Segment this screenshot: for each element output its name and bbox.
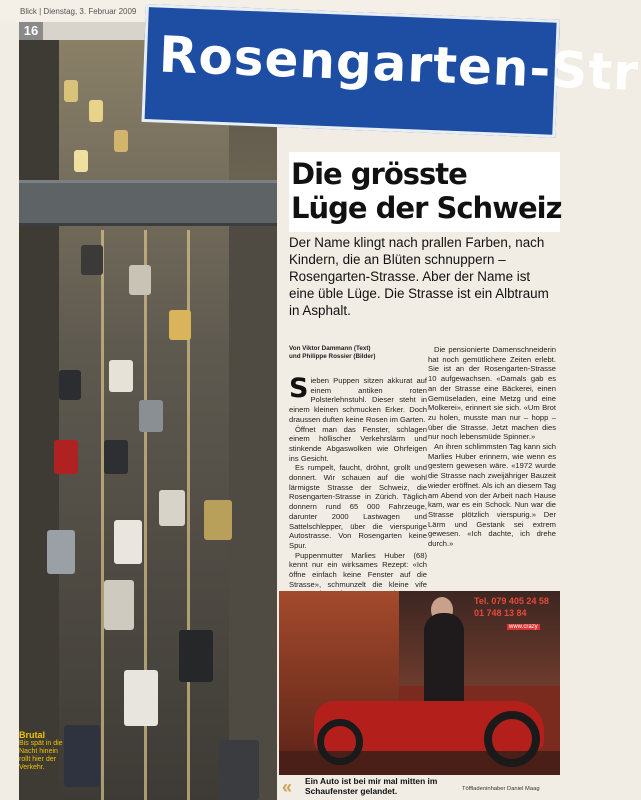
headline xyxy=(289,152,560,232)
car xyxy=(89,100,103,122)
car xyxy=(54,440,78,474)
headline-line-1: Die grösste xyxy=(291,157,467,191)
shop-website: www.crazy xyxy=(509,624,538,630)
phone-line-1: Tel. 079 405 24 58 xyxy=(474,596,549,606)
headline-line-2: Lüge der Schweiz xyxy=(291,191,562,225)
page-number: 16 xyxy=(19,22,43,40)
building-left xyxy=(19,40,59,800)
shop-photo xyxy=(279,591,560,775)
photo-caption-heading: Brutal xyxy=(19,730,46,740)
caption-credit: Töffladeninhaber Daniel Maag xyxy=(462,786,540,792)
byline-photos: und Philippe Rossier (Bilder) xyxy=(289,353,376,360)
building-right xyxy=(229,190,277,800)
paragraph: Es rumpelt, faucht, dröhnt, grollt und donnert. Wir schauen auf die wohl lärmigste Strasse der Schweiz, die Rosengarten-Strasse in Zürich. Täglich donnern rund 65 000 Fahrzeuge, darunter 2000 Lastwagen und Sattelschlepper, über die vierspurige Autostrasse. Von Rosengarten keine Spur. xyxy=(289,463,427,550)
byline-text: Von Viktor Dammann (Text) xyxy=(289,345,371,352)
car xyxy=(219,740,259,800)
paragraph xyxy=(289,373,427,425)
car xyxy=(114,520,142,564)
car xyxy=(64,80,78,102)
car xyxy=(169,310,191,340)
street-sign xyxy=(141,4,640,138)
shop-phone-sign xyxy=(474,595,560,625)
car xyxy=(114,130,128,152)
car xyxy=(179,630,213,682)
car xyxy=(104,580,134,630)
bridge xyxy=(19,180,277,226)
car xyxy=(159,490,185,526)
paragraph-text: ieben Puppen sitzen akkurat auf einem antiken roten Polsterlehnstuhl. Dieser steht in einem kleinen schmucken Erker. Doch draussen duften keine Rosen im Garten. xyxy=(289,376,427,424)
photo-caption xyxy=(19,730,71,772)
traffic-photo xyxy=(19,40,277,800)
caption-quote: Ein Auto ist bei mir mal mitten im Schaufenster gelandet. xyxy=(305,776,438,796)
car xyxy=(204,500,232,540)
car xyxy=(104,440,128,474)
street-sign-text: Rosengarten-Str xyxy=(157,25,640,102)
car xyxy=(81,245,103,275)
drop-cap: S xyxy=(289,373,309,404)
car xyxy=(139,400,163,432)
lane-marking xyxy=(101,230,104,800)
photo-caption-text: Bis spät in die Nacht hinein rollt hier der Verkehr. xyxy=(19,740,63,771)
byline xyxy=(289,345,439,361)
header-text: Blick | Dienstag, 3. Februar 2009 xyxy=(20,7,137,16)
paragraph: Die pensionierte Damenschneiderin hat noch gemütlichere Zeiten erlebt. Sie ist an der Rosengarten-Strasse 10 aufgewachsen. «Damals gab es an der Strasse eine Bäckerei, einen Gemüseladen, eine Metzg und eine Molkerei», erinnert sie sich. «Um Brot zu holen, musste man nur – hopp – über die Strasse. Jetzt machen dies nur noch lebensmüde Spinner.» xyxy=(428,345,556,442)
car xyxy=(59,370,81,400)
phone-line-2: 01 748 13 84 xyxy=(474,608,527,618)
car xyxy=(74,150,88,172)
car xyxy=(129,265,151,295)
paragraph: Öffnet man das Fenster, schlagen einem höllischer Verkehrslärm und stinkende Abgaswolken wie Ohrfeigen ins Gesicht. xyxy=(289,424,427,463)
car xyxy=(109,360,133,392)
car xyxy=(47,530,75,574)
motorcycle-wheel xyxy=(317,719,363,765)
quote-mark-icon: « xyxy=(282,777,293,797)
paragraph: Puppenmutter Marlies Huber (68) kennt nur ein wirksames Rezept: «Ich öffne einfach keine Fenster auf die Strasse», schmunzelt die kleine vife xyxy=(289,550,427,589)
motorcycle-wheel xyxy=(484,711,540,767)
paragraph: An ihren schlimmsten Tag kann sich Marlies Huber erinnern, wie wenn es gestern gewesen wäre. «1972 wurde die Strasse nach zweijähriger Bauzeit wieder eröffnet. Als ich an diesem Tag am Abend von der Arbeit nach Hause kam, war es ein Schock. Nun war die Strasse plötzlich vierspurig.» Der Lärm und Gestank sei extrem gewesen. «Ich dachte, ich drehe durch.» xyxy=(428,442,556,549)
lead-paragraph: Der Name klingt nach prallen Farben, nach Kindern, die an Blüten schnuppern – Rosengarten-Strasse. Aber der Name ist eine üble Lüge. Die Strasse ist ein Albtraum in Asphalt. xyxy=(289,235,549,318)
article-column-2 xyxy=(428,345,556,549)
article-column-1 xyxy=(289,373,427,619)
car xyxy=(124,670,158,726)
